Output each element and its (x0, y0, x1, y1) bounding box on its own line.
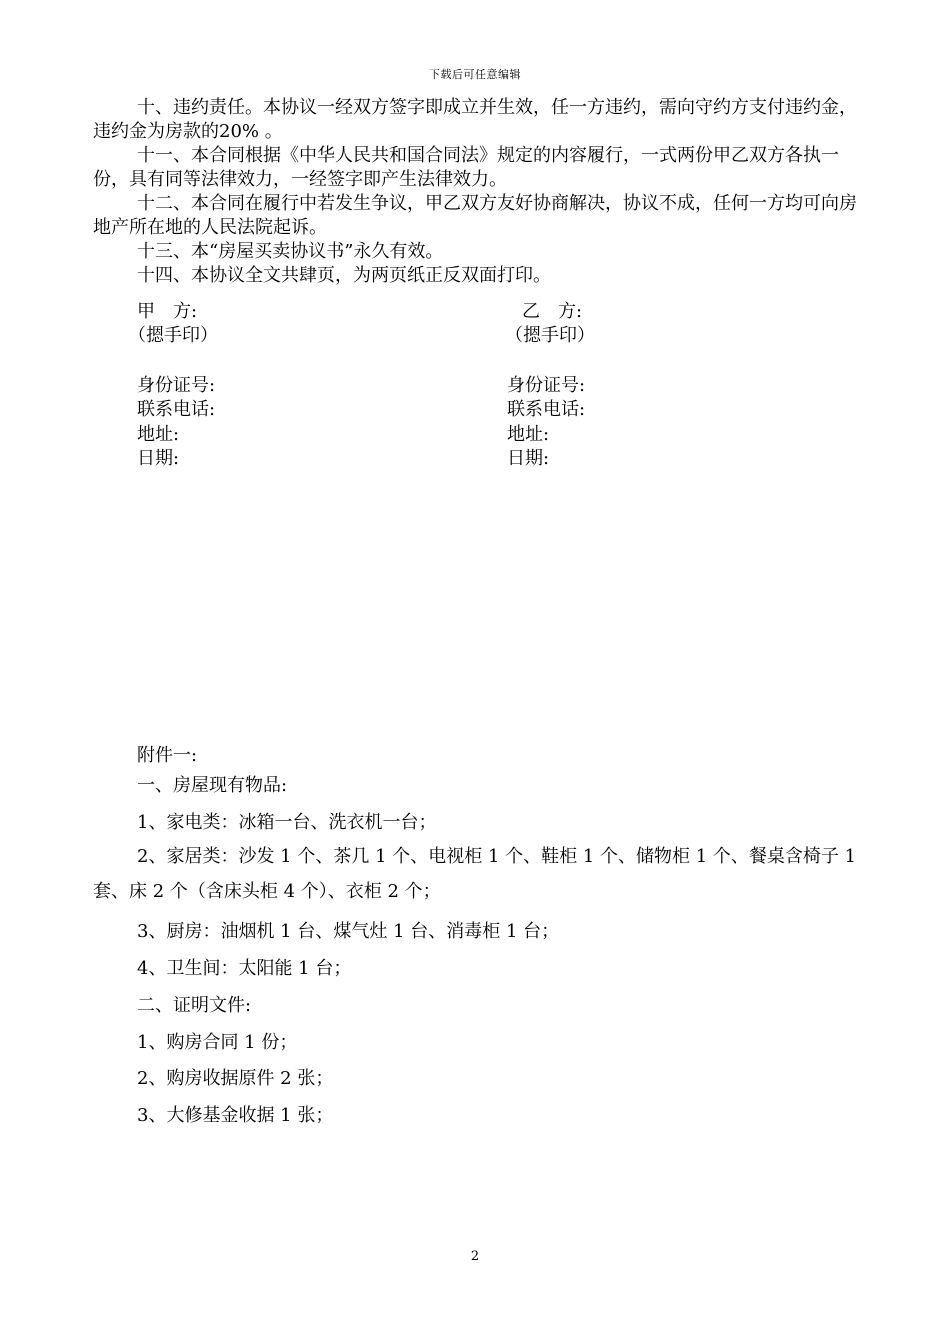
clause-12: 十二、本合同在履行中若发生争议，甲乙双方友好协商解决，协议不成，任何一方均可向房地产所在地的人民法院起诉。 (93, 193, 857, 238)
party-b-id: 身份证号: (507, 375, 586, 396)
attachment-item-3: 3、厨房：油烟机 1 台、煤气灶 1 台、消毒柜 1 台； (137, 921, 560, 942)
party-b-date: 日期: (507, 448, 550, 469)
clause-10: 十、违约责任。本协议一经双方签字即成立并生效，任一方违约，需向守约方支付违约金，违约金为房款的20% 。 (93, 97, 857, 142)
attachment-doc-1: 1、购房合同 1 份； (137, 1032, 298, 1053)
attachment-doc-2: 2、购房收据原件 2 张； (137, 1068, 334, 1089)
attachment-section-2: 二、证明文件: (137, 995, 252, 1016)
party-a-date: 日期: (137, 448, 180, 469)
party-a-fingerprint: （摁手印） (128, 325, 218, 346)
party-a-label: 甲 方: (137, 301, 198, 322)
clause-13: 十三、本“房屋买卖协议书”永久有效。 (137, 241, 444, 262)
clause-14: 十四、本协议全文共肆页，为两页纸正反双面打印。 (137, 265, 551, 286)
attachment-section-1: 一、房屋现有物品: (137, 775, 288, 796)
page-header: 下载后可任意编辑 (429, 68, 521, 81)
party-b-label: 乙 方: (522, 301, 583, 322)
attachment-item-2: 2、家居类：沙发 1 个、茶几 1 个、电视柜 1 个、鞋柜 1 个、储物柜 1 个、餐桌含椅子 1 套、床 2 个（含床头柜 4 个）、衣柜 2 个； (93, 846, 857, 902)
party-a-id: 身份证号: (137, 375, 216, 396)
clause-11: 十一、本合同根据《中华人民共和国合同法》规定的内容履行，一式两份甲乙双方各执一份，具有同等法律效力，一经签字即产生法律效力。 (93, 145, 839, 190)
attachment-title: 附件一: (137, 745, 198, 766)
party-b-fingerprint: （摁手印） (505, 325, 595, 346)
party-a-phone: 联系电话: (137, 399, 216, 420)
party-a-address: 地址: (137, 424, 180, 445)
attachment-doc-3: 3、大修基金收据 1 张； (137, 1105, 334, 1126)
party-b-phone: 联系电话: (507, 399, 586, 420)
attachment-item-1: 1、家电类：冰箱一台、洗衣机一台； (137, 812, 437, 833)
page-number: 2 (470, 1249, 480, 1264)
party-b-address: 地址: (507, 424, 550, 445)
contract-clauses (93, 96, 873, 288)
attachment-item-4: 4、卫生间：太阳能 1 台； (137, 958, 352, 979)
